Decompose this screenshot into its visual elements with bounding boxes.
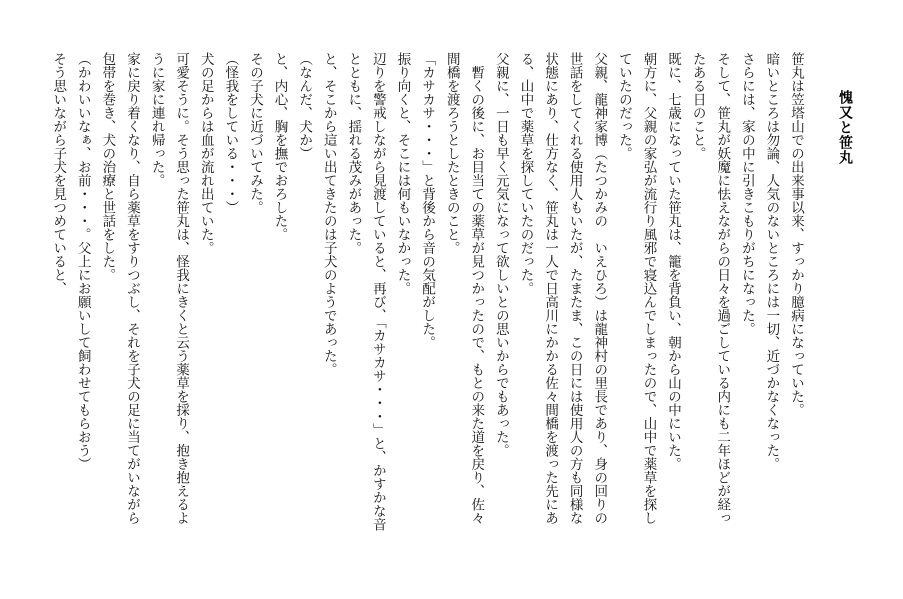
text-line: 家に戻り着くなり、自ら薬草をすりつぶし、それを子犬の足に当てがいながら	[123, 52, 140, 525]
text-line: （かわいいなぁ、お前・・・。父上にお願いして飼わせてもらおう）	[74, 52, 91, 471]
text-line: 暫くの後に、お目当ての薬草が見つかったので、もとの来た道を戻り、佐々	[468, 52, 485, 525]
text-line: 犬の足からは血が流れ出ていた。	[197, 52, 214, 255]
document-title: 愧又と笹丸	[837, 90, 853, 165]
text-line: ていたのだった。	[615, 52, 632, 160]
text-line: 父親に、一日も早く元気になって欲しいとの思いからでもあった。	[492, 52, 509, 457]
text-line: 父親、龍神家博（たつかみの いえひろ）は龍神村の里長であり、身の回りの	[591, 52, 608, 525]
text-line: 間橋を渡ろうとしたときのこと。	[443, 52, 460, 255]
text-line: 暗いところは勿論、人気のないところには一切、近づかなくなった。	[763, 52, 780, 471]
text-line: 状態にあり、仕方なく、笹丸は一人で日高川にかかる佐々間橋を渡った先にあ	[542, 52, 559, 525]
document-body	[46, 52, 808, 572]
text-line: うに家に連れ帰った。	[148, 52, 165, 187]
text-line: 朝方に、父親の家弘が流行り風邪で寝込んでしまったので、山中で薬草を探し	[640, 52, 657, 525]
text-line: その子犬に近づいてみた。	[246, 52, 263, 214]
text-line: る、山中で薬草を探していたのだった。	[517, 52, 534, 295]
text-line: 振り向くと、そこには何もいなかった。	[394, 52, 411, 295]
text-line: と、そこから這い出てきたのは子犬のようであった。	[320, 52, 337, 376]
text-line: さらには、家の中に引きこもりがちになった。	[738, 52, 755, 336]
text-line: （怪我をしている・・・）	[222, 52, 239, 214]
text-line: と、内心、胸を撫でおろした。	[271, 52, 288, 241]
text-line: 辺りを警戒しながら見渡していると、再び、「カサカサ・・・」と、かすかな音	[369, 52, 386, 532]
text-line: 既に、七歳になっていた笹丸は、籠を背負い、朝から山の中にいた。	[665, 52, 682, 471]
text-line: たある日のこと。	[689, 52, 706, 160]
text-line: 笹丸は笠塔山での出来事以来、すっかり臆病になっていた。	[788, 52, 804, 417]
text-line: とともに、揺れる茂みがあった。	[345, 52, 362, 255]
text-line: そして、笹丸が妖魔に怯えながらの日々を過ごしている内にも二年ほどが経っ	[714, 52, 731, 525]
text-line: （なんだ、犬か）	[296, 52, 313, 160]
text-line: 「カサカサ・・・」と背後から音の気配がした。	[419, 52, 436, 349]
text-line: 世話をしてくれる使用人もいたが、たまたま、この日には使用人の方も同様な	[566, 52, 583, 525]
text-line: そう思いながら子犬を見つめていると、	[50, 52, 67, 295]
text-line: 包帯を巻き、犬の治療と世話をした。	[99, 52, 116, 282]
text-line: 可愛そうに。そう思った笹丸は、怪我にきくと云う薬草を採り、抱き抱えるよ	[173, 52, 190, 525]
